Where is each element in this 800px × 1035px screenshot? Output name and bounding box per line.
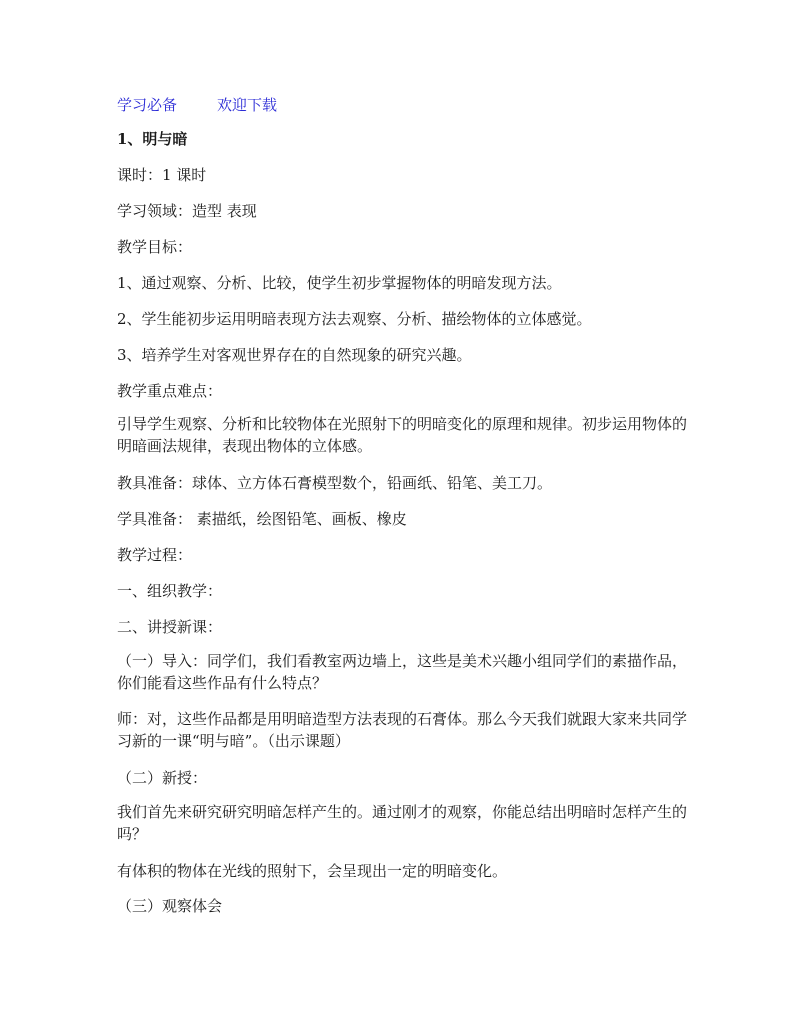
answer-paragraph: 有体积的物体在光线的照射下，会呈现出一定的明暗变化。 (117, 862, 508, 880)
new-teaching-heading: （二）新授： (117, 769, 208, 787)
learning-domain: 学习领域：造型 表现 (117, 202, 257, 220)
step-2: 二、讲授新课： (117, 618, 223, 636)
teacher-speech: 师：对，这些作品都是用明暗造型方法表现的石膏体。那么今天我们就跟大家来共同学习新的一课“明与暗”。（出示课题） (117, 710, 688, 750)
goal-item-1: 1、通过观察、分析、比较，使学生初步掌握物体的明暗发现方法。 (117, 274, 562, 292)
header-left-text: 学习必备 (117, 96, 178, 114)
key-points-text: 引导学生观察、分析和比较物体在光照射下的明暗变化的原理和规律。初步运用物体的明暗画法规律，表现出物体的立体感。 (117, 415, 688, 455)
goal-item-3: 3、培养学生对客观世界存在的自然现象的研究兴趣。 (117, 346, 472, 364)
header-right-text: 欢迎下载 (217, 96, 278, 114)
teacher-tools: 教具准备：球体、立方体石膏模型数个，铅画纸、铅笔、美工刀。 (117, 474, 553, 492)
goal-item-2: 2、学生能初步运用明暗表现方法去观察、分析、描绘物体的立体感觉。 (117, 310, 592, 328)
step-1: 一、组织教学： (117, 582, 223, 600)
process-heading: 教学过程： (117, 546, 193, 564)
observe-heading: （三）观察体会 (117, 897, 223, 915)
lesson-title: 1、明与暗 (117, 130, 188, 148)
class-hours: 课时：1 课时 (117, 166, 207, 184)
research-paragraph: 我们首先来研究研究明暗怎样产生的。通过刚才的观察，你能总结出明暗时怎样产生的吗？ (117, 803, 688, 843)
page-header (117, 94, 277, 115)
intro-paragraph: （一）导入：同学们，我们看教室两边墙上，这些是美术兴趣小组同学们的素描作品，你们能看这些作品有什么特点？ (117, 652, 688, 692)
key-points-heading: 教学重点难点： (117, 382, 223, 400)
goals-heading: 教学目标： (117, 238, 193, 256)
student-tools: 学具准备： 素描纸，绘图铅笔、画板、橡皮 (117, 510, 407, 528)
